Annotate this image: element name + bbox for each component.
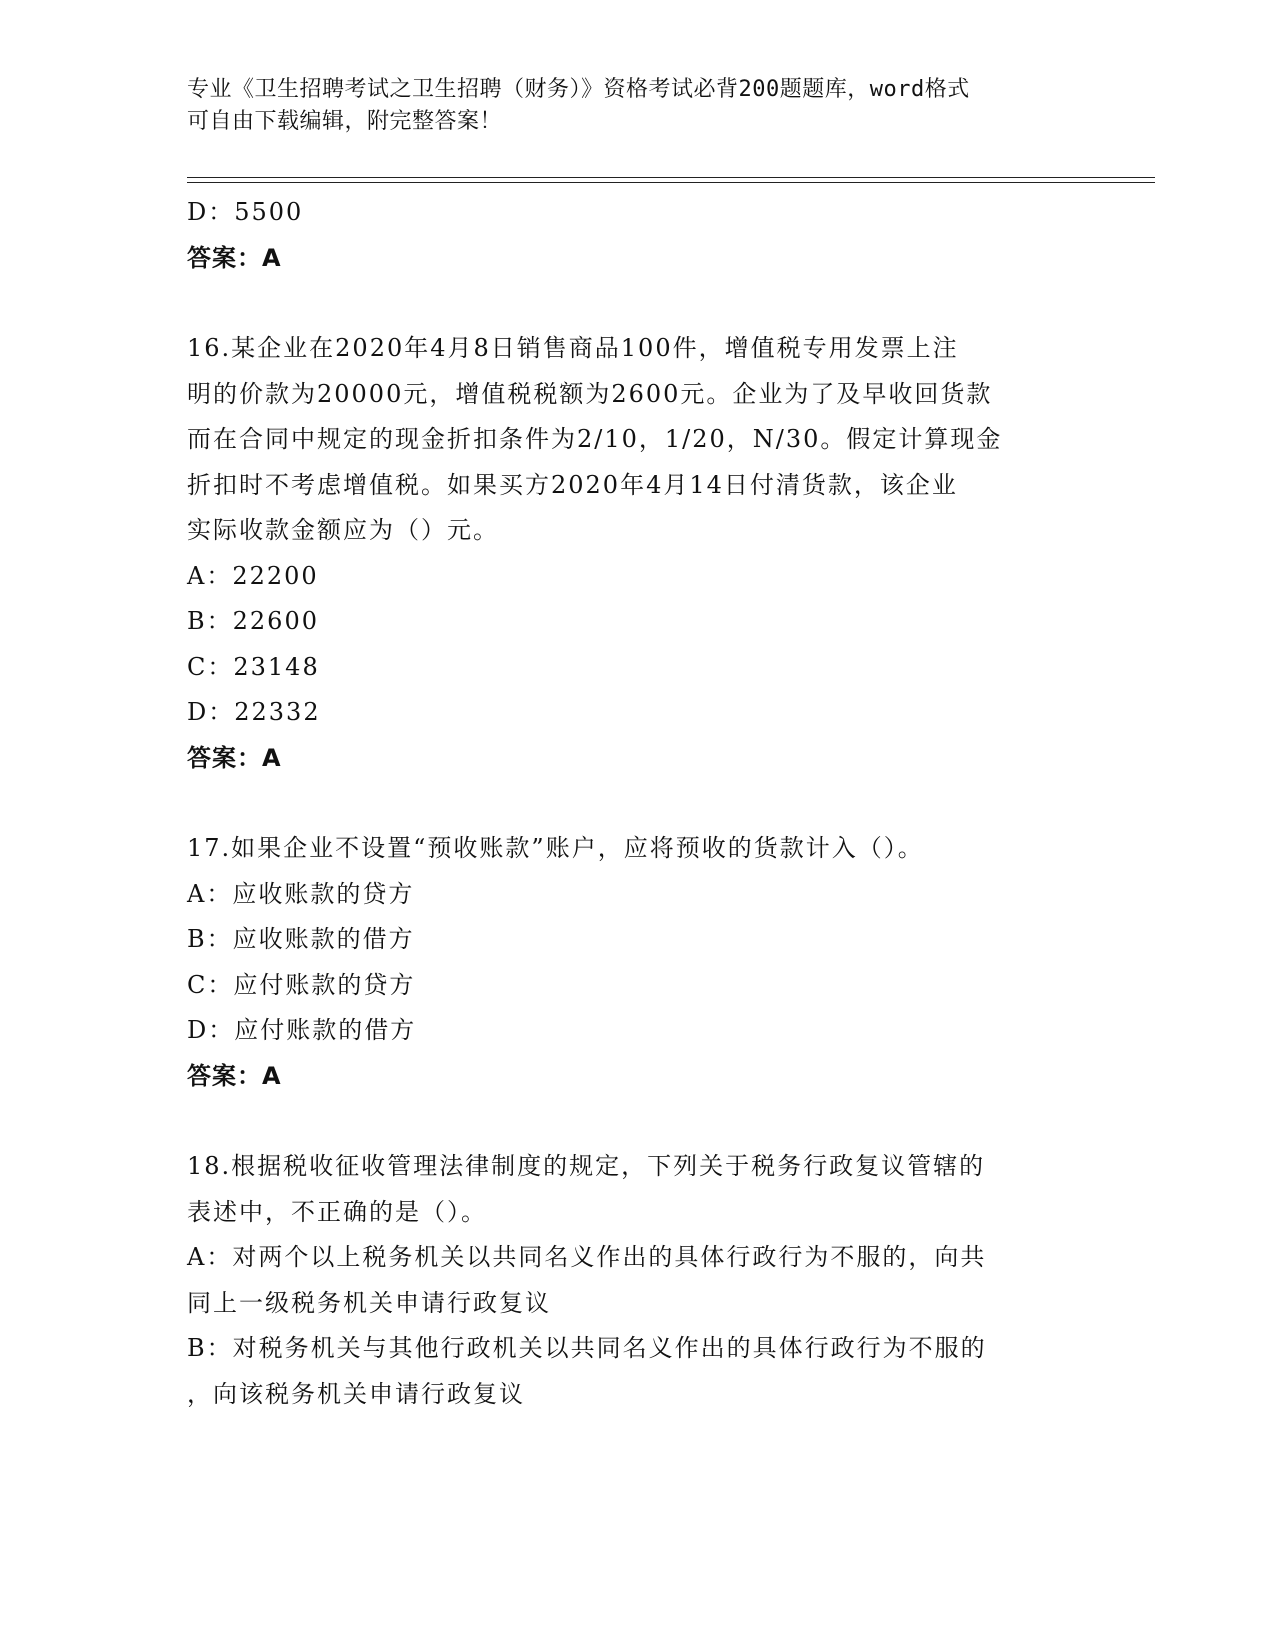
option-c: C：应付账款的贷方	[187, 970, 416, 999]
document-header	[187, 74, 1067, 138]
question-stem-line: 表述中，不正确的是（）。	[187, 1197, 487, 1226]
document-body	[187, 190, 1087, 1417]
option-d: D：5500	[187, 198, 304, 226]
option-a: A：应收账款的贷方	[187, 879, 415, 908]
question-stem-line: 实际收款金额应为（）元。	[187, 516, 499, 544]
option-a-line: 同上一级税务机关申请行政复议	[187, 1288, 551, 1317]
question-stem-line: 17.如果企业不设置“预收账款”账户，应将预收的货款计入（）。	[187, 834, 924, 862]
question-16	[187, 326, 1087, 781]
answer-line: 答案：A	[187, 243, 282, 272]
spacer	[187, 1099, 1087, 1144]
option-b: B：22600	[187, 607, 319, 635]
question-stem-line: 折扣时不考虑增值税。如果买方2020年4月14日付清货款，该企业	[187, 470, 958, 499]
header-line-1: 专业《卫生招聘考试之卫生招聘（财务）》资格考试必背200题题库，word格式	[187, 77, 970, 102]
option-c: C：23148	[187, 652, 320, 681]
option-b-line: B：对税务机关与其他行政机关以共同名义作出的具体行政行为不服的	[187, 1334, 987, 1362]
answer-line: 答案：A	[187, 1061, 282, 1090]
answer-line: 答案：A	[187, 743, 282, 772]
header-divider	[187, 177, 1155, 183]
header-line-2: 可自由下载编辑，附完整答案！	[187, 109, 503, 134]
option-a-line: A：对两个以上税务机关以共同名义作出的具体行政行为不服的，向共	[187, 1243, 987, 1271]
question-stem-line: 18.根据税收征收管理法律制度的规定，下列关于税务行政复议管辖的	[187, 1152, 986, 1180]
option-d: D：应付账款的借方	[187, 1016, 417, 1044]
question-stem-line: 而在合同中规定的现金折扣条件为2/10，1/20，N/30。假定计算现金	[187, 425, 1003, 453]
option-d: D：22332	[187, 698, 321, 726]
spacer	[187, 781, 1087, 826]
question-stem-line: 16.某企业在2020年4月8日销售商品100件，增值税专用发票上注	[187, 334, 959, 362]
option-a: A：22200	[187, 561, 319, 590]
question-stem-line: 明的价款为20000元，增值税税额为2600元。企业为了及早收回货款	[187, 379, 993, 408]
spacer	[187, 281, 1087, 326]
option-b-line: ，向该税务机关申请行政复议	[187, 1379, 525, 1408]
question-18	[187, 1144, 1087, 1417]
previous-question-tail	[187, 190, 1087, 281]
option-b: B：应收账款的借方	[187, 925, 415, 953]
question-17	[187, 826, 1087, 1099]
